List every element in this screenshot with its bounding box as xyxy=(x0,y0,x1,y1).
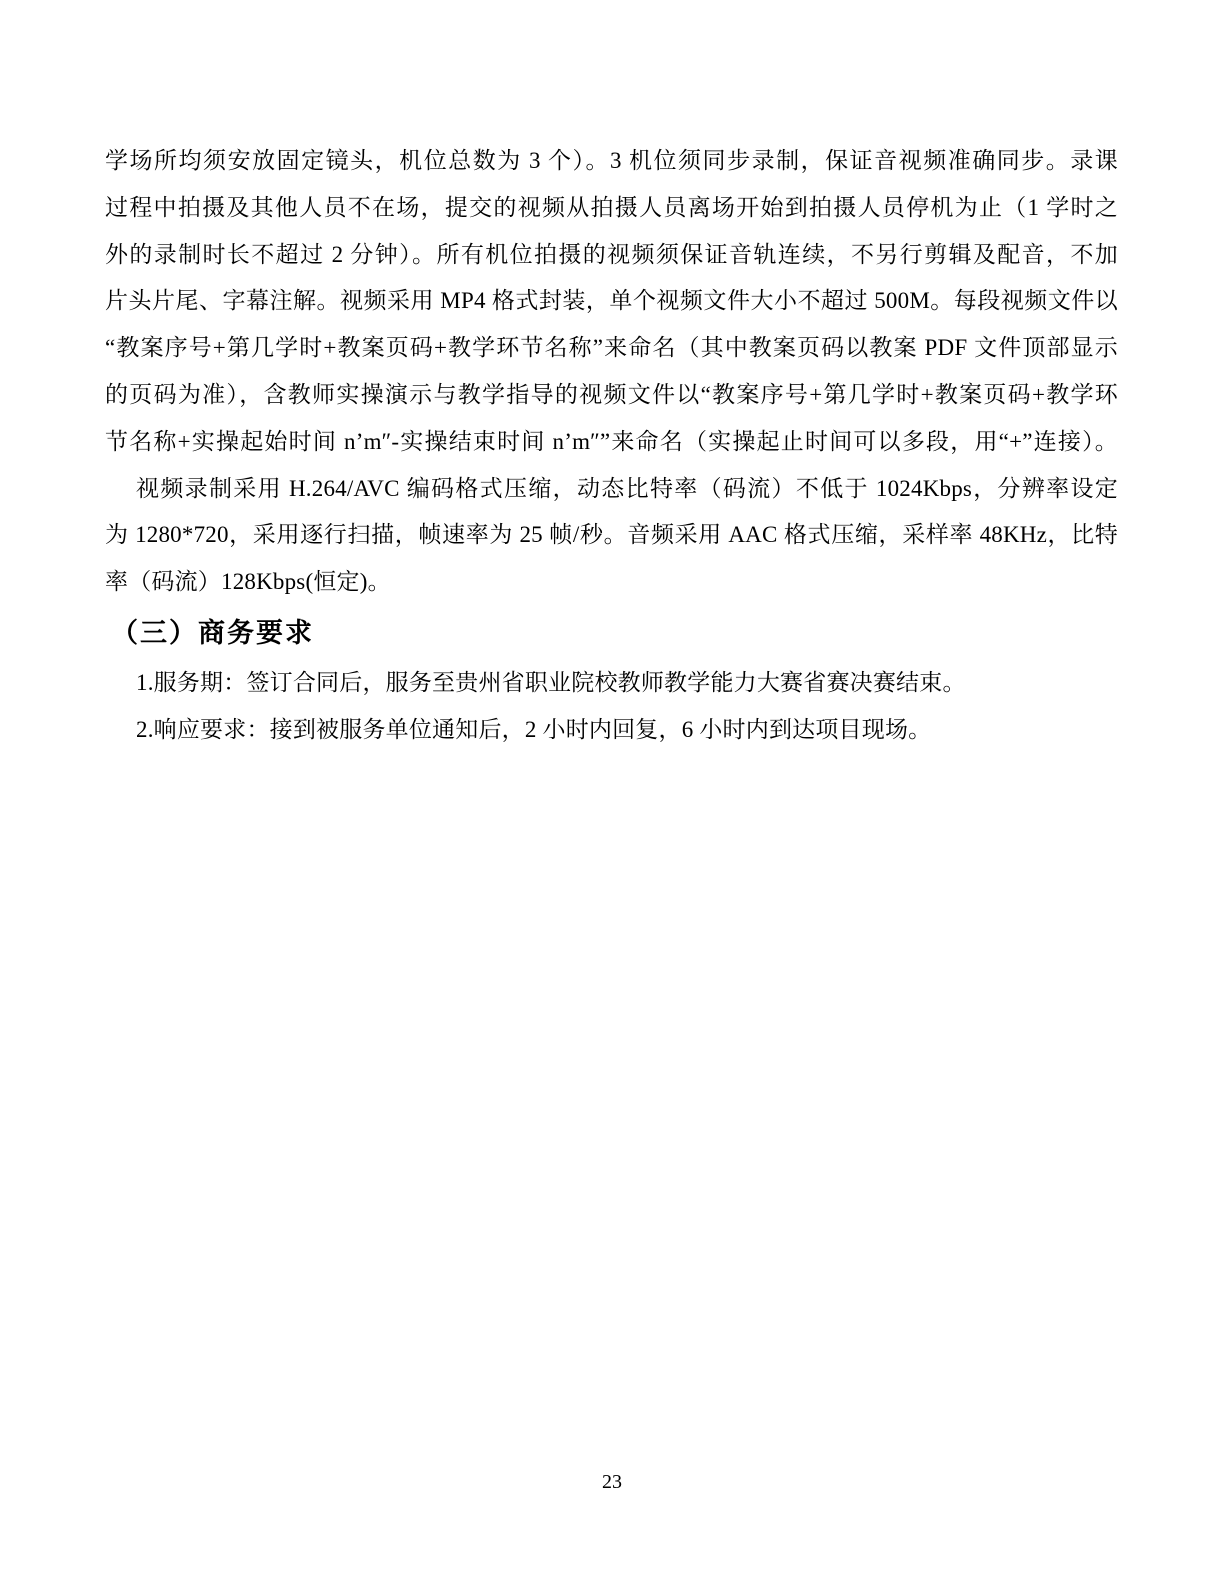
section-heading-business-requirements: （三）商务要求 xyxy=(111,617,314,648)
text-line: “教案序号+第几学时+教案页码+教学环节名称”来命名（其中教案页码以教案 PDF 文件顶部显示 xyxy=(105,335,1118,361)
paragraph-encoding-specs xyxy=(105,466,1118,606)
document-body xyxy=(105,138,1118,754)
business-requirements-list xyxy=(105,660,1118,754)
text-line: 为 1280*720，采用逐行扫描，帧速率为 25 帧/秒。音频采用 AAC 格式压缩，采样率 48KHz，比特 xyxy=(105,522,1118,548)
text-line: 外的录制时长不超过 2 分钟）。所有机位拍摄的视频须保证音轨连续，不另行剪辑及配音，不加 xyxy=(105,241,1118,267)
text-line: 的页码为准），含教师实操演示与教学指导的视频文件以“教案序号+第几学时+教案页码+教学环 xyxy=(105,381,1118,407)
list-item-service-period: 1.服务期：签订合同后，服务至贵州省职业院校教师教学能力大赛省赛决赛结束。 xyxy=(136,669,966,695)
text-line: 率（码流）128Kbps(恒定)。 xyxy=(105,569,391,595)
text-line: 节名称+实操起始时间 n’m″-实操结束时间 n’m″”来命名（实操起止时间可以多段，用“+”连接）。 xyxy=(105,428,1118,454)
paragraph-recording-requirements xyxy=(105,138,1118,466)
text-line: 过程中拍摄及其他人员不在场，提交的视频从拍摄人员离场开始到拍摄人员停机为止（1 学时之 xyxy=(105,194,1118,220)
list-item-response-requirement: 2.响应要求：接到被服务单位通知后，2 小时内回复，6 小时内到达项目现场。 xyxy=(136,716,932,742)
text-line: 视频录制采用 H.264/AVC 编码格式压缩，动态比特率（码流）不低于 1024Kbps，分辨率设定 xyxy=(136,475,1118,501)
text-line: 学场所均须安放固定镜头，机位总数为 3 个）。3 机位须同步录制，保证音视频准确同步。录课 xyxy=(105,148,1118,173)
text-line: 片头片尾、字幕注解。视频采用 MP4 格式封装，单个视频文件大小不超过 500M。每段视频文件以 xyxy=(105,288,1118,314)
page-number: 23 xyxy=(602,1471,622,1493)
